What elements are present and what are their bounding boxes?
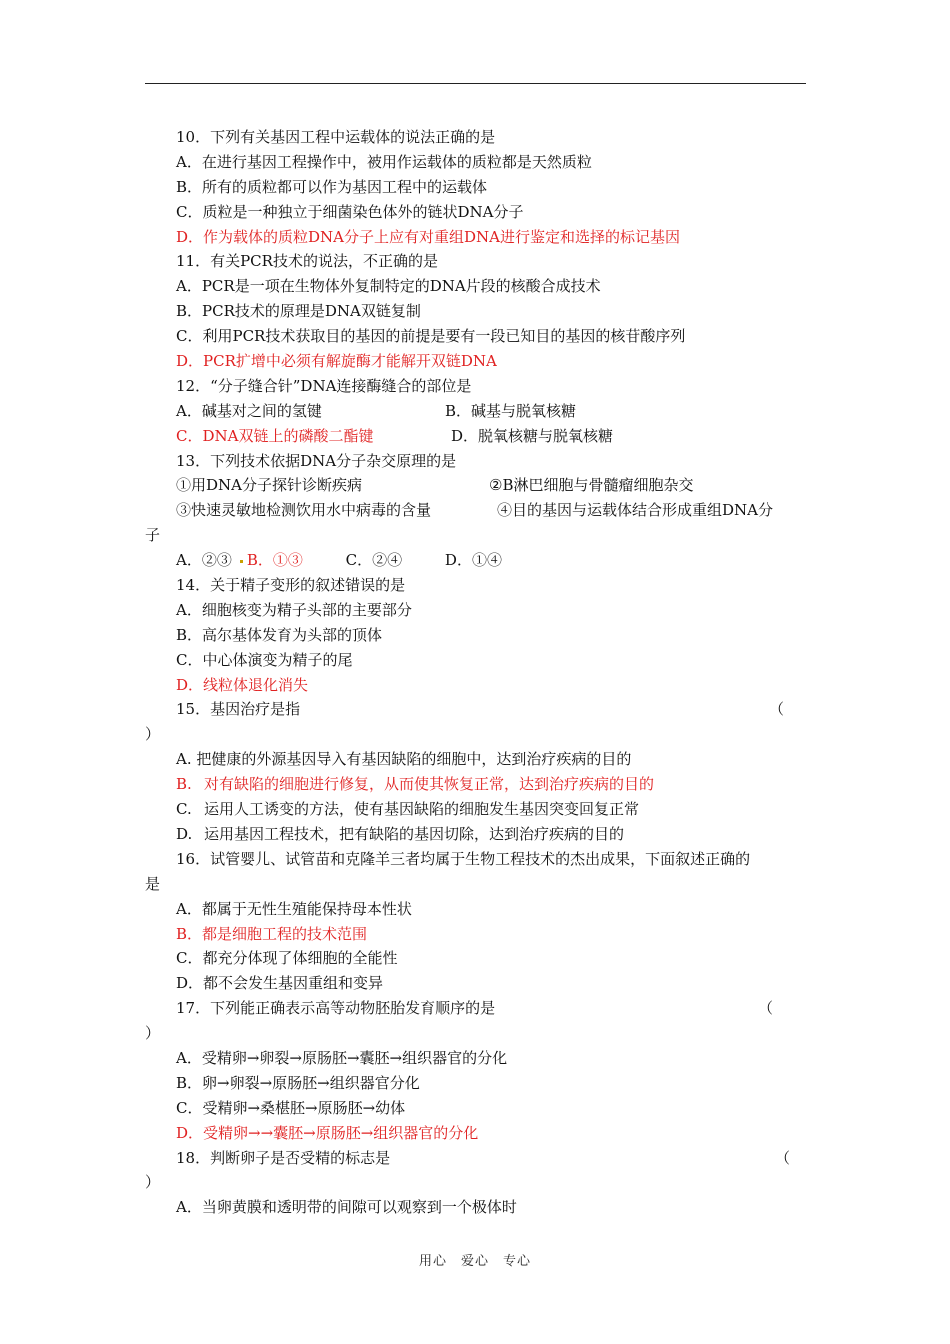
q18-option-a: A．当卵黄膜和透明带的间隙可以观察到一个极体时 — [176, 1198, 517, 1217]
q17-answer-paren-open: （ — [758, 999, 774, 1018]
q15-option-b-label: B. — [176, 775, 192, 794]
q12-option-d: D．脱氧核糖与脱氧核糖 — [451, 426, 614, 445]
q12-row-cd — [145, 424, 810, 449]
q10-option-d-answer: D．作为载体的质粒DNA分子上应有对重组DNA进行鉴定和选择的标记基因 — [176, 227, 680, 246]
q12-stem: 12．“分子缝合针”DNA连接酶缝合的部位是 — [176, 376, 472, 395]
q11-option-b: B．PCR技术的原理是DNA双链复制 — [176, 302, 421, 321]
q14-option-d-answer: D．线粒体退化消失 — [176, 675, 309, 694]
q15-option-c-text: 运用人工诱变的方法，使有基因缺陷的细胞发生基因突变回复正常 — [204, 800, 640, 819]
q14-option-c: C．中心体演变为精子的尾 — [176, 650, 353, 669]
header-rule — [145, 83, 806, 84]
q15-option-d-label: D. — [176, 824, 193, 843]
q15-option-d — [145, 822, 810, 847]
q15-option-a-text: 把健康的外源基因导入有基因缺陷的细胞中，达到治疗疾病的目的 — [196, 750, 632, 769]
q18-answer-paren-open: （ — [775, 1148, 791, 1167]
page-footer: 用心 爱心 专心 — [418, 1254, 531, 1269]
q11-stem: 11．有关PCR技术的说法，不正确的是 — [176, 252, 438, 271]
q13-option-b-answer: B．①③ — [246, 551, 303, 570]
q17-option-c: C．受精卵→桑椹胚→原肠胚→幼体 — [176, 1098, 406, 1117]
q12-row-ab — [145, 399, 810, 424]
q15-option-d-text: 运用基因工程技术，把有缺陷的基因切除，达到治疗疾病的目的 — [204, 824, 625, 843]
q12-option-b: B．碱基与脱氧核糖 — [445, 401, 577, 420]
q12-option-c-answer: C．DNA双链上的磷酸二酯键 — [176, 426, 374, 445]
q16-option-d: D．都不会发生基因重组和变异 — [176, 974, 384, 993]
q17-option-d-answer: D．受精卵→→囊胚→原肠胚→组织器官的分化 — [176, 1123, 479, 1142]
q15-option-c-label: C. — [176, 800, 192, 819]
q17-answer-paren-close: ） — [145, 1024, 161, 1043]
q12-option-a: A．碱基对之间的氢键 — [176, 401, 322, 420]
q13-item-2: ②B淋巴细胞与骨髓瘤细胞杂交 — [489, 476, 694, 495]
q15-stem-row — [145, 697, 810, 722]
q16-option-a: A．都属于无性生殖能保持母本性状 — [176, 899, 412, 918]
q13-item-3: ③快速灵敏地检测饮用水中病毒的含量 — [176, 501, 432, 520]
stray-dot-mark — [240, 560, 243, 563]
q13-stem: 13．下列技术依据DNA分子杂交原理的是 — [176, 451, 457, 470]
q13-options — [145, 548, 810, 573]
q13-item-4: ④目的基因与运载体结合形成重组DNA分 — [497, 501, 773, 520]
q14-option-a: A．细胞核变为精子头部的主要部分 — [176, 600, 412, 619]
q17-option-b: B．卵→卵裂→原肠胚→组织器官分化 — [176, 1073, 420, 1092]
q18-stem-row — [145, 1146, 810, 1171]
q13-option-c: C．②④ — [345, 551, 403, 570]
q15-option-a — [145, 747, 810, 772]
q14-option-b: B．高尔基体发育为头部的顶体 — [176, 625, 383, 644]
q11-option-a: A．PCR是一项在生物体外复制特定的DNA片段的核酸合成技术 — [176, 277, 601, 296]
q15-stem: 15．基因治疗是指 — [176, 700, 301, 719]
q13-option-a: A．②③ — [176, 551, 232, 570]
q17-option-a: A．受精卵→卵裂→原肠胚→囊胚→组织器官的分化 — [176, 1048, 508, 1067]
q13-item-1: ①用DNA分子探针诊断疾病 — [176, 476, 362, 495]
q10-option-c: C．质粒是一种独立于细菌染色体外的链状DNA分子 — [176, 202, 524, 221]
q15-answer-paren-close: ） — [145, 725, 161, 744]
q14-stem: 14．关于精子变形的叙述错误的是 — [176, 576, 406, 595]
q13-row-12 — [145, 473, 810, 498]
q17-stem-row — [145, 996, 810, 1021]
q18-answer-paren-close: ） — [145, 1173, 161, 1192]
question-content — [145, 125, 810, 1220]
q15-option-a-label: A. — [176, 750, 192, 769]
q15-option-b-answer — [145, 772, 810, 797]
q10-option-b: B．所有的质粒都可以作为基因工程中的运载体 — [176, 177, 488, 196]
q16-stem: 16．试管婴儿、试管苗和克隆羊三者均属于生物工程技术的杰出成果，下面叙述正确的 — [176, 849, 751, 868]
q13-item-4-continued: 子 — [145, 526, 161, 545]
q13-option-d: D．①④ — [444, 551, 502, 570]
q11-option-c: C．利用PCR技术获取目的基因的前提是要有一段已知目的基因的核苷酸序列 — [176, 327, 686, 346]
q15-option-c — [145, 797, 810, 822]
q16-option-b-answer: B．都是细胞工程的技术范围 — [176, 924, 368, 943]
q17-stem: 17．下列能正确表示高等动物胚胎发育顺序的是 — [176, 999, 496, 1018]
q13-row-34 — [145, 498, 810, 523]
q16-stem-continued: 是 — [145, 874, 161, 893]
q16-option-c: C．都充分体现了体细胞的全能性 — [176, 949, 398, 968]
q15-option-b-text: 对有缺陷的细胞进行修复，从而使其恢复正常，达到治疗疾病的目的 — [204, 775, 655, 794]
q11-option-d-answer: D．PCR扩增中必须有解旋酶才能解开双链DNA — [176, 352, 497, 371]
q18-stem: 18．判断卵子是否受精的标志是 — [176, 1148, 391, 1167]
q15-answer-paren-open: （ — [769, 700, 785, 719]
q10-stem: 10．下列有关基因工程中运载体的说法正确的是 — [176, 128, 496, 146]
q10-option-a: A．在进行基因工程操作中，被用作运载体的质粒都是天然质粒 — [176, 152, 592, 171]
